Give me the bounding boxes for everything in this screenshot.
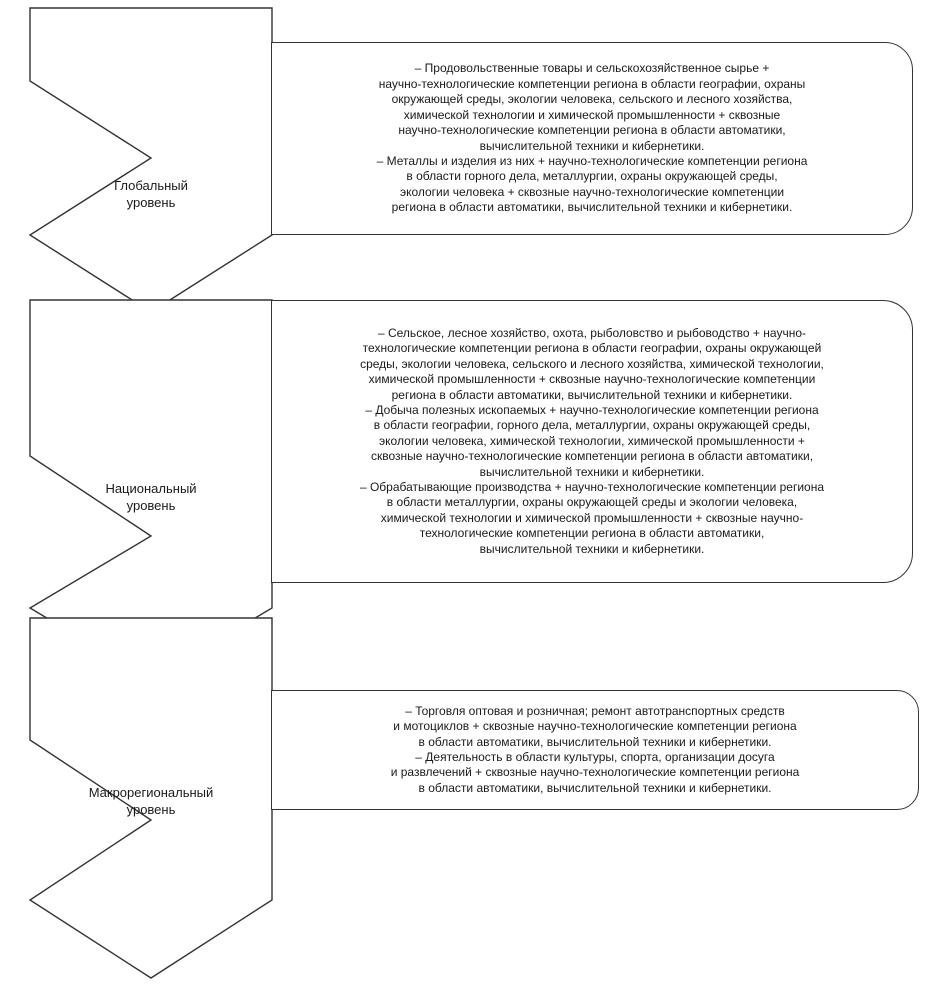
content-box-global xyxy=(271,42,913,235)
level-label-national: Национальный уровень xyxy=(105,481,197,513)
macroregional-item-1: – Торговля оптовая и розничная; ремонт автотранспортных средств и мотоциклов + сквозные научно-технологические компетенции региона в области автоматики, вычислительной техники и кибернетики. xyxy=(393,703,797,749)
content-box-macroregional xyxy=(271,690,919,810)
global-item-2: – Металлы и изделия из них + научно-технологические компетенции региона в области горного дела, металлургии, охраны окружающей среды, экологии человека + сквозные научно-технологические компетенции региона в области автоматики, вычислительной техники и кибернетики. xyxy=(376,153,808,215)
national-item-1: – Сельское, лесное хозяйство, охота, рыболовство и рыбоводство + научно- технологические компетенции региона в области географии, охраны окружающей среды, экологии человека, сельского и лесного хозяйства, химической технологии, химической промышленности + сквозные научно-технологические компетенции региона в области автоматики, вычислительной техники и кибернетики. xyxy=(360,325,824,402)
macroregional-item-2: – Деятельность в области культуры, спорта, организации досуга и развлечений + сквозные научно-технологические компетенции региона в области автоматики, вычислительной техники и кибернетики. xyxy=(390,750,800,795)
chevron-global xyxy=(30,8,272,312)
global-item-1: – Продовольственные товары и сельскохозяйственное сырье + научно-технологические компетенции региона в области географии, охраны окружающей среды, экологии человека, сельского и лесного хозяйства, химической технологии и химической промышленности + сквозные научно-технологические компетенции региона в области автоматики, вычислительной техники и кибернетики. xyxy=(378,61,806,153)
level-label-macroregional: Макрорегиональный уровень xyxy=(88,785,214,817)
national-item-3: – Обрабатывающие производства + научно-технологические компетенции региона в области металлургии, охраны окружающей среды и экологии человека, химической технологии и химической промышленности + сквозные научно- технологические компетенции региона в области автоматики, вычислительной техники и кибернетики. xyxy=(359,480,825,556)
national-item-2: – Добыча полезных ископаемых + научно-технологические компетенции региона в области географии, горного дела, металлургии, охраны окружающей среды, экологии человека, химической технологии, химической промышленности + сквозные научно-технологические компетенции региона в области автоматики, вычислительной техники и кибернетики. xyxy=(365,402,819,479)
level-label-global: Глобальный уровень xyxy=(114,178,188,210)
content-box-national xyxy=(271,300,913,583)
